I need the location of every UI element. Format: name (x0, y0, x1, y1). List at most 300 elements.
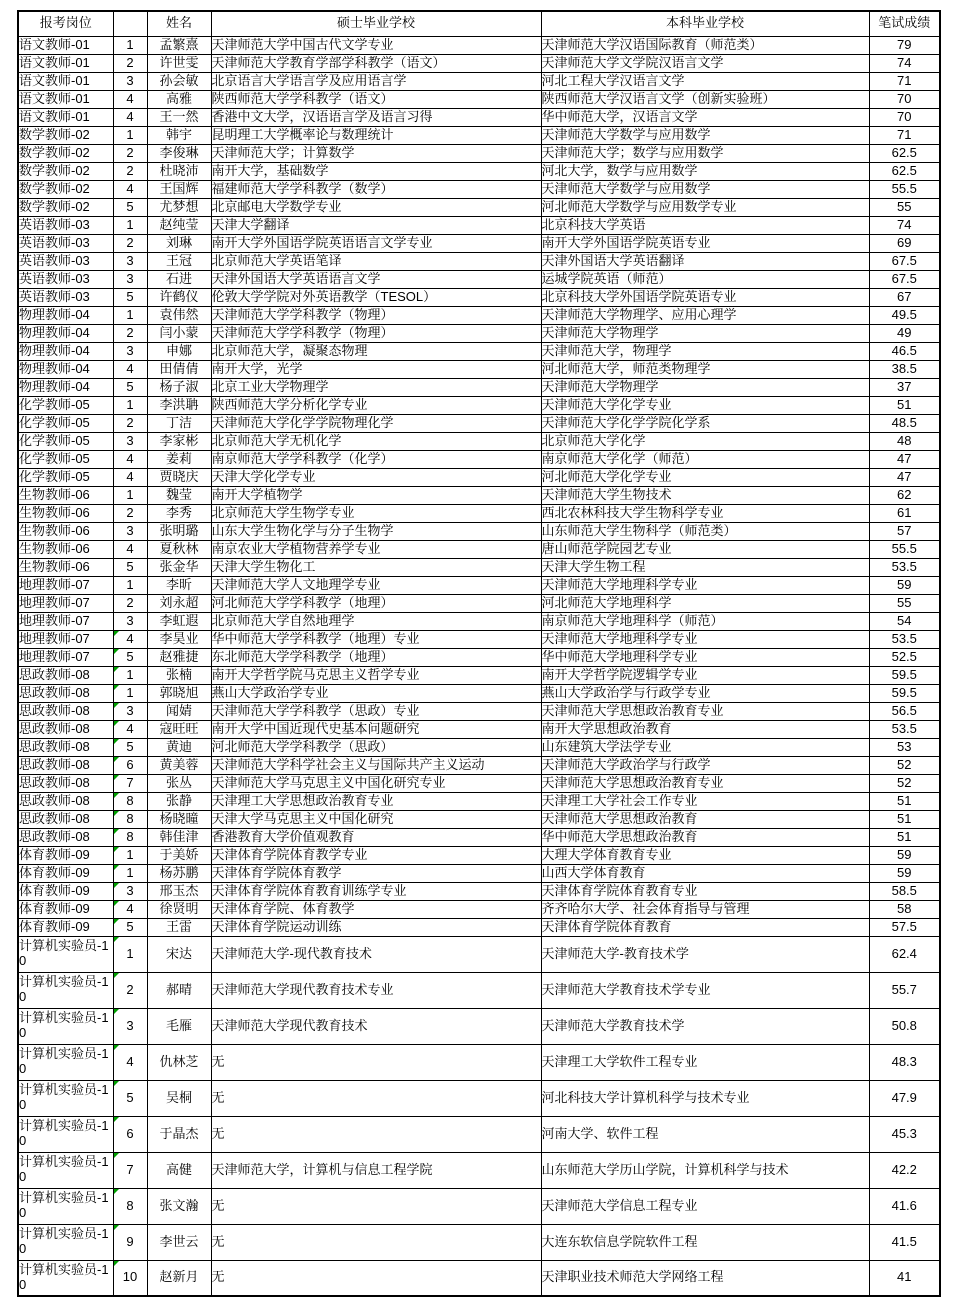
master-school-cell: 北京语言大学语言学及应用语言学 (211, 72, 541, 90)
bachelor-school-cell: 天津师范大学物理学 (541, 324, 869, 342)
position-cell: 语文教师-01 (18, 72, 113, 90)
name-cell: 张明璐 (147, 522, 211, 540)
score-cell: 41.5 (869, 1224, 940, 1260)
master-school-cell: 天津体育学院体育教学 (211, 864, 541, 882)
rank-cell: 1 (113, 306, 147, 324)
name-cell: 刘琳 (147, 234, 211, 252)
position-cell: 计算机实验员-10 (18, 1044, 113, 1080)
table-row (18, 882, 940, 900)
master-school-cell: 天津师范大学马克思主义中国化研究专业 (211, 774, 541, 792)
score-cell: 59 (869, 576, 940, 594)
master-school-cell: 东北师范大学学科教学（地理） (211, 648, 541, 666)
score-cell: 59.5 (869, 684, 940, 702)
position-cell: 思政教师-08 (18, 684, 113, 702)
score-cell: 71 (869, 72, 940, 90)
rank-cell: 4 (113, 540, 147, 558)
position-cell: 数学教师-02 (18, 198, 113, 216)
rank-cell: 4 (113, 1044, 147, 1080)
table-row (18, 756, 940, 774)
name-cell: 李昕 (147, 576, 211, 594)
rank-cell: 4 (113, 108, 147, 126)
bachelor-school-cell: 运城学院英语（师范） (541, 270, 869, 288)
score-cell: 62.5 (869, 144, 940, 162)
rank-cell: 4 (113, 630, 147, 648)
bachelor-school-cell: 河北科技大学计算机科学与技术专业 (541, 1080, 869, 1116)
position-cell: 数学教师-02 (18, 144, 113, 162)
table-header-row (18, 11, 940, 36)
master-school-cell: 北京师范大学生物学专业 (211, 504, 541, 522)
name-cell: 杜晓沛 (147, 162, 211, 180)
table-row (18, 162, 940, 180)
position-cell: 生物教师-06 (18, 558, 113, 576)
score-cell: 56.5 (869, 702, 940, 720)
bachelor-school-cell: 山东建筑大学法学专业 (541, 738, 869, 756)
score-cell: 55.5 (869, 180, 940, 198)
position-cell: 思政教师-08 (18, 810, 113, 828)
rank-cell: 3 (113, 1008, 147, 1044)
score-cell: 70 (869, 108, 940, 126)
name-cell: 张丛 (147, 774, 211, 792)
bachelor-school-cell: 南京师范大学地理科学（师范） (541, 612, 869, 630)
master-school-cell: 河北师范大学学科教学（思政） (211, 738, 541, 756)
name-cell: 许鹤仪 (147, 288, 211, 306)
position-cell: 体育教师-09 (18, 846, 113, 864)
table-row (18, 972, 940, 1008)
position-cell: 英语教师-03 (18, 252, 113, 270)
table-row (18, 558, 940, 576)
table-row (18, 396, 940, 414)
master-school-cell: 香港中文大学，汉语语言学及语言习得 (211, 108, 541, 126)
rank-cell: 4 (113, 90, 147, 108)
exam-results-table (17, 10, 941, 1297)
bachelor-school-cell: 山西大学体育教育 (541, 864, 869, 882)
master-school-cell: 北京邮电大学数学专业 (211, 198, 541, 216)
rank-cell: 3 (113, 882, 147, 900)
position-cell: 生物教师-06 (18, 522, 113, 540)
rank-cell: 3 (113, 72, 147, 90)
rank-cell: 5 (113, 648, 147, 666)
bachelor-school-cell: 齐齐哈尔大学、社会体育指导与管理 (541, 900, 869, 918)
score-cell: 51 (869, 810, 940, 828)
bachelor-school-cell: 北京科技大学外国语学院英语专业 (541, 288, 869, 306)
position-cell: 生物教师-06 (18, 486, 113, 504)
table-row (18, 522, 940, 540)
master-school-cell: 北京师范大学，凝聚态物理 (211, 342, 541, 360)
table-row (18, 1080, 940, 1116)
table-row (18, 936, 940, 972)
score-cell: 42.2 (869, 1152, 940, 1188)
rank-cell: 6 (113, 756, 147, 774)
bachelor-school-cell: 南开大学外国语学院英语专业 (541, 234, 869, 252)
master-school-cell: 天津理工大学思想政治教育专业 (211, 792, 541, 810)
name-cell: 夏秋林 (147, 540, 211, 558)
name-cell: 于美娇 (147, 846, 211, 864)
score-cell: 62 (869, 486, 940, 504)
rank-cell: 1 (113, 36, 147, 54)
position-cell: 体育教师-09 (18, 900, 113, 918)
rank-cell: 4 (113, 180, 147, 198)
rank-cell: 3 (113, 612, 147, 630)
rank-cell: 5 (113, 558, 147, 576)
score-cell: 67 (869, 288, 940, 306)
name-cell: 李秀 (147, 504, 211, 522)
position-cell: 地理教师-07 (18, 612, 113, 630)
name-cell: 孙会敏 (147, 72, 211, 90)
name-cell: 王国辉 (147, 180, 211, 198)
score-cell: 46.5 (869, 342, 940, 360)
master-school-cell: 伦敦大学学院对外英语教学（TESOL） (211, 288, 541, 306)
bachelor-school-cell: 天津理工大学社会工作专业 (541, 792, 869, 810)
table-row (18, 324, 940, 342)
table-row (18, 684, 940, 702)
bachelor-school-cell: 天津师范大学生物技术 (541, 486, 869, 504)
master-school-cell: 福建师范大学学科教学（数学） (211, 180, 541, 198)
table-row (18, 72, 940, 90)
rank-cell: 2 (113, 162, 147, 180)
score-cell: 48 (869, 432, 940, 450)
position-cell: 思政教师-08 (18, 792, 113, 810)
position-cell: 数学教师-02 (18, 180, 113, 198)
name-cell: 于晶杰 (147, 1116, 211, 1152)
master-school-cell: 无 (211, 1224, 541, 1260)
master-school-cell: 陕西师范大学分析化学专业 (211, 396, 541, 414)
name-cell: 韩宇 (147, 126, 211, 144)
score-cell: 53.5 (869, 720, 940, 738)
master-school-cell: 天津师范大学学科教学（思政）专业 (211, 702, 541, 720)
name-cell: 袁伟然 (147, 306, 211, 324)
score-cell: 57 (869, 522, 940, 540)
table-row (18, 666, 940, 684)
position-cell: 计算机实验员-10 (18, 1080, 113, 1116)
score-cell: 51 (869, 396, 940, 414)
score-cell: 41.6 (869, 1188, 940, 1224)
table-row (18, 612, 940, 630)
master-school-cell: 南开大学中国近现代史基本问题研究 (211, 720, 541, 738)
position-cell: 体育教师-09 (18, 864, 113, 882)
bachelor-school-cell: 天津体育学院体育教育专业 (541, 882, 869, 900)
name-cell: 张金华 (147, 558, 211, 576)
name-cell: 寇旺旺 (147, 720, 211, 738)
position-cell: 思政教师-08 (18, 666, 113, 684)
name-cell: 姜莉 (147, 450, 211, 468)
rank-cell: 1 (113, 666, 147, 684)
bachelor-school-cell: 天津外国语大学英语翻译 (541, 252, 869, 270)
rank-cell: 5 (113, 378, 147, 396)
table-row (18, 702, 940, 720)
master-school-cell: 无 (211, 1116, 541, 1152)
position-cell: 地理教师-07 (18, 576, 113, 594)
rank-cell: 3 (113, 270, 147, 288)
table-row (18, 648, 940, 666)
master-school-cell: 南开大学哲学院马克思主义哲学专业 (211, 666, 541, 684)
position-cell: 化学教师-05 (18, 468, 113, 486)
bachelor-school-cell: 河北师范大学数学与应用数学专业 (541, 198, 869, 216)
score-cell: 67.5 (869, 270, 940, 288)
bachelor-school-cell: 天津师范大学；数学与应用数学 (541, 144, 869, 162)
table-row (18, 630, 940, 648)
position-cell: 生物教师-06 (18, 540, 113, 558)
score-cell: 47 (869, 450, 940, 468)
name-cell: 赵新月 (147, 1260, 211, 1296)
name-cell: 闻婧 (147, 702, 211, 720)
score-cell: 59 (869, 846, 940, 864)
position-cell: 物理教师-04 (18, 378, 113, 396)
bachelor-school-cell: 北京科技大学英语 (541, 216, 869, 234)
score-cell: 62.4 (869, 936, 940, 972)
table-row (18, 720, 940, 738)
results-table-body (18, 36, 940, 1296)
table-row (18, 1116, 940, 1152)
master-school-cell: 天津师范大学，计算机与信息工程学院 (211, 1152, 541, 1188)
table-row (18, 234, 940, 252)
name-cell: 郭晓旭 (147, 684, 211, 702)
rank-cell: 1 (113, 396, 147, 414)
position-cell: 计算机实验员-10 (18, 1152, 113, 1188)
bachelor-school-cell: 燕山大学政治学与行政学专业 (541, 684, 869, 702)
table-row (18, 594, 940, 612)
master-school-cell: 天津师范大学；计算数学 (211, 144, 541, 162)
score-cell: 52.5 (869, 648, 940, 666)
bachelor-school-cell: 河北师范大学地理科学 (541, 594, 869, 612)
score-cell: 50.8 (869, 1008, 940, 1044)
position-cell: 数学教师-02 (18, 126, 113, 144)
rank-cell: 5 (113, 918, 147, 936)
name-cell: 赵纯莹 (147, 216, 211, 234)
table-row (18, 846, 940, 864)
position-cell: 计算机实验员-10 (18, 936, 113, 972)
bachelor-school-cell: 天津师范大学汉语国际教育（师范类） (541, 36, 869, 54)
rank-cell: 4 (113, 360, 147, 378)
score-cell: 41 (869, 1260, 940, 1296)
score-cell: 71 (869, 126, 940, 144)
bachelor-school-cell: 北京师范大学化学 (541, 432, 869, 450)
position-cell: 物理教师-04 (18, 324, 113, 342)
bachelor-school-cell: 天津师范大学教育技术学 (541, 1008, 869, 1044)
position-cell: 计算机实验员-10 (18, 1008, 113, 1044)
master-school-cell: 天津体育学院体育教学专业 (211, 846, 541, 864)
score-cell: 52 (869, 756, 940, 774)
bachelor-school-cell: 陕西师范大学汉语言文学（创新实验班） (541, 90, 869, 108)
position-cell: 生物教师-06 (18, 504, 113, 522)
table-row (18, 108, 940, 126)
rank-cell: 5 (113, 288, 147, 306)
bachelor-school-cell: 南京师范大学化学（师范） (541, 450, 869, 468)
bachelor-school-cell: 天津师范大学思想政治教育专业 (541, 702, 869, 720)
bachelor-school-cell: 河南大学、软件工程 (541, 1116, 869, 1152)
rank-cell: 1 (113, 576, 147, 594)
rank-cell: 3 (113, 702, 147, 720)
position-cell: 英语教师-03 (18, 216, 113, 234)
bachelor-school-cell: 天津师范大学物理学 (541, 378, 869, 396)
name-cell: 徐贤明 (147, 900, 211, 918)
table-row (18, 504, 940, 522)
master-school-cell: 天津大学马克思主义中国化研究 (211, 810, 541, 828)
name-cell: 石进 (147, 270, 211, 288)
master-school-cell: 天津师范大学人文地理学专业 (211, 576, 541, 594)
bachelor-school-cell: 河北师范大学，师范类物理学 (541, 360, 869, 378)
rank-cell: 1 (113, 936, 147, 972)
master-school-cell: 无 (211, 1080, 541, 1116)
master-school-cell: 南开大学植物学 (211, 486, 541, 504)
score-cell: 61 (869, 504, 940, 522)
name-cell: 许世雯 (147, 54, 211, 72)
position-cell: 英语教师-03 (18, 288, 113, 306)
master-school-cell: 天津师范大学科学社会主义与国际共产主义运动 (211, 756, 541, 774)
name-cell: 张静 (147, 792, 211, 810)
name-cell: 王冠 (147, 252, 211, 270)
table-row (18, 54, 940, 72)
bachelor-school-cell: 天津大学生物工程 (541, 558, 869, 576)
master-school-cell: 天津师范大学-现代教育技术 (211, 936, 541, 972)
rank-cell: 8 (113, 792, 147, 810)
score-cell: 79 (869, 36, 940, 54)
rank-cell: 4 (113, 720, 147, 738)
master-school-cell: 天津大学翻译 (211, 216, 541, 234)
bachelor-school-cell: 天津师范大学物理学、应用心理学 (541, 306, 869, 324)
bachelor-school-cell: 南开大学思想政治教育 (541, 720, 869, 738)
master-school-cell: 南开大学外国语学院英语语言文学专业 (211, 234, 541, 252)
header-bachelor-school: 本科毕业学校 (541, 11, 869, 36)
table-row (18, 342, 940, 360)
position-cell: 体育教师-09 (18, 918, 113, 936)
position-cell: 思政教师-08 (18, 756, 113, 774)
master-school-cell: 天津大学化学专业 (211, 468, 541, 486)
table-row (18, 900, 940, 918)
name-cell: 郝晴 (147, 972, 211, 1008)
name-cell: 丁洁 (147, 414, 211, 432)
bachelor-school-cell: 大理大学体育教育专业 (541, 846, 869, 864)
table-row (18, 1224, 940, 1260)
position-cell: 语文教师-01 (18, 90, 113, 108)
header-position: 报考岗位 (18, 11, 113, 36)
name-cell: 李世云 (147, 1224, 211, 1260)
score-cell: 38.5 (869, 360, 940, 378)
table-row (18, 432, 940, 450)
score-cell: 47 (869, 468, 940, 486)
bachelor-school-cell: 天津师范大学地理科学专业 (541, 630, 869, 648)
score-cell: 74 (869, 216, 940, 234)
master-school-cell: 陕西师范大学学科教学（语文） (211, 90, 541, 108)
master-school-cell: 无 (211, 1260, 541, 1296)
score-cell: 69 (869, 234, 940, 252)
table-row (18, 1008, 940, 1044)
position-cell: 化学教师-05 (18, 396, 113, 414)
master-school-cell: 天津外国语大学英语语言文学 (211, 270, 541, 288)
name-cell: 杨子淑 (147, 378, 211, 396)
bachelor-school-cell: 天津师范大学-教育技术学 (541, 936, 869, 972)
master-school-cell: 北京师范大学英语笔译 (211, 252, 541, 270)
score-cell: 62.5 (869, 162, 940, 180)
score-cell: 52 (869, 774, 940, 792)
bachelor-school-cell: 山东师范大学生物科学（师范类） (541, 522, 869, 540)
rank-cell: 4 (113, 468, 147, 486)
master-school-cell: 无 (211, 1044, 541, 1080)
rank-cell: 3 (113, 522, 147, 540)
table-row (18, 468, 940, 486)
bachelor-school-cell: 天津理工大学软件工程专业 (541, 1044, 869, 1080)
score-cell: 48.3 (869, 1044, 940, 1080)
master-school-cell: 北京师范大学自然地理学 (211, 612, 541, 630)
results-table (17, 10, 941, 1297)
header-written-score: 笔试成绩 (869, 11, 940, 36)
bachelor-school-cell: 唐山师范学院园艺专业 (541, 540, 869, 558)
name-cell: 刘永超 (147, 594, 211, 612)
rank-cell: 2 (113, 414, 147, 432)
name-cell: 魏莹 (147, 486, 211, 504)
bachelor-school-cell: 天津师范大学数学与应用数学 (541, 180, 869, 198)
table-row (18, 774, 940, 792)
position-cell: 体育教师-09 (18, 882, 113, 900)
position-cell: 思政教师-08 (18, 720, 113, 738)
table-row (18, 792, 940, 810)
name-cell: 张楠 (147, 666, 211, 684)
table-row (18, 828, 940, 846)
master-school-cell: 天津体育学院运动训练 (211, 918, 541, 936)
master-school-cell: 香港教育大学价值观教育 (211, 828, 541, 846)
table-row (18, 450, 940, 468)
position-cell: 计算机实验员-10 (18, 1224, 113, 1260)
name-cell: 李虹遐 (147, 612, 211, 630)
bachelor-school-cell: 天津师范大学文学院汉语言文学 (541, 54, 869, 72)
score-cell: 59.5 (869, 666, 940, 684)
position-cell: 物理教师-04 (18, 342, 113, 360)
master-school-cell: 天津大学生物化工 (211, 558, 541, 576)
name-cell: 贾晓庆 (147, 468, 211, 486)
bachelor-school-cell: 天津师范大学教育技术学专业 (541, 972, 869, 1008)
name-cell: 黄迪 (147, 738, 211, 756)
position-cell: 化学教师-05 (18, 414, 113, 432)
name-cell: 尤梦想 (147, 198, 211, 216)
master-school-cell: 南京师范大学学科教学（化学） (211, 450, 541, 468)
score-cell: 55 (869, 594, 940, 612)
name-cell: 杨晓曈 (147, 810, 211, 828)
master-school-cell: 北京工业大学物理学 (211, 378, 541, 396)
score-cell: 45.3 (869, 1116, 940, 1152)
name-cell: 高健 (147, 1152, 211, 1188)
name-cell: 韩佳津 (147, 828, 211, 846)
table-row (18, 1044, 940, 1080)
position-cell: 思政教师-08 (18, 774, 113, 792)
master-school-cell: 北京师范大学无机化学 (211, 432, 541, 450)
master-school-cell: 天津体育学院、体育教学 (211, 900, 541, 918)
bachelor-school-cell: 南开大学哲学院逻辑学专业 (541, 666, 869, 684)
rank-cell: 2 (113, 972, 147, 1008)
bachelor-school-cell: 天津师范大学思想政治教育 (541, 810, 869, 828)
position-cell: 语文教师-01 (18, 36, 113, 54)
table-row (18, 144, 940, 162)
table-row (18, 306, 940, 324)
rank-cell: 1 (113, 126, 147, 144)
header-rank (113, 11, 147, 36)
score-cell: 74 (869, 54, 940, 72)
bachelor-school-cell: 河北工程大学汉语言文学 (541, 72, 869, 90)
master-school-cell: 天津师范大学学科教学（物理） (211, 324, 541, 342)
position-cell: 思政教师-08 (18, 738, 113, 756)
name-cell: 王雷 (147, 918, 211, 936)
rank-cell: 5 (113, 738, 147, 756)
name-cell: 张文瀚 (147, 1188, 211, 1224)
master-school-cell: 天津师范大学现代教育技术 (211, 1008, 541, 1044)
name-cell: 杨苏鹏 (147, 864, 211, 882)
master-school-cell: 天津体育学院体育教育训练学专业 (211, 882, 541, 900)
rank-cell: 5 (113, 1080, 147, 1116)
name-cell: 仇林芝 (147, 1044, 211, 1080)
name-cell: 邢玉杰 (147, 882, 211, 900)
name-cell: 毛雁 (147, 1008, 211, 1044)
rank-cell: 8 (113, 828, 147, 846)
score-cell: 67.5 (869, 252, 940, 270)
score-cell: 51 (869, 792, 940, 810)
